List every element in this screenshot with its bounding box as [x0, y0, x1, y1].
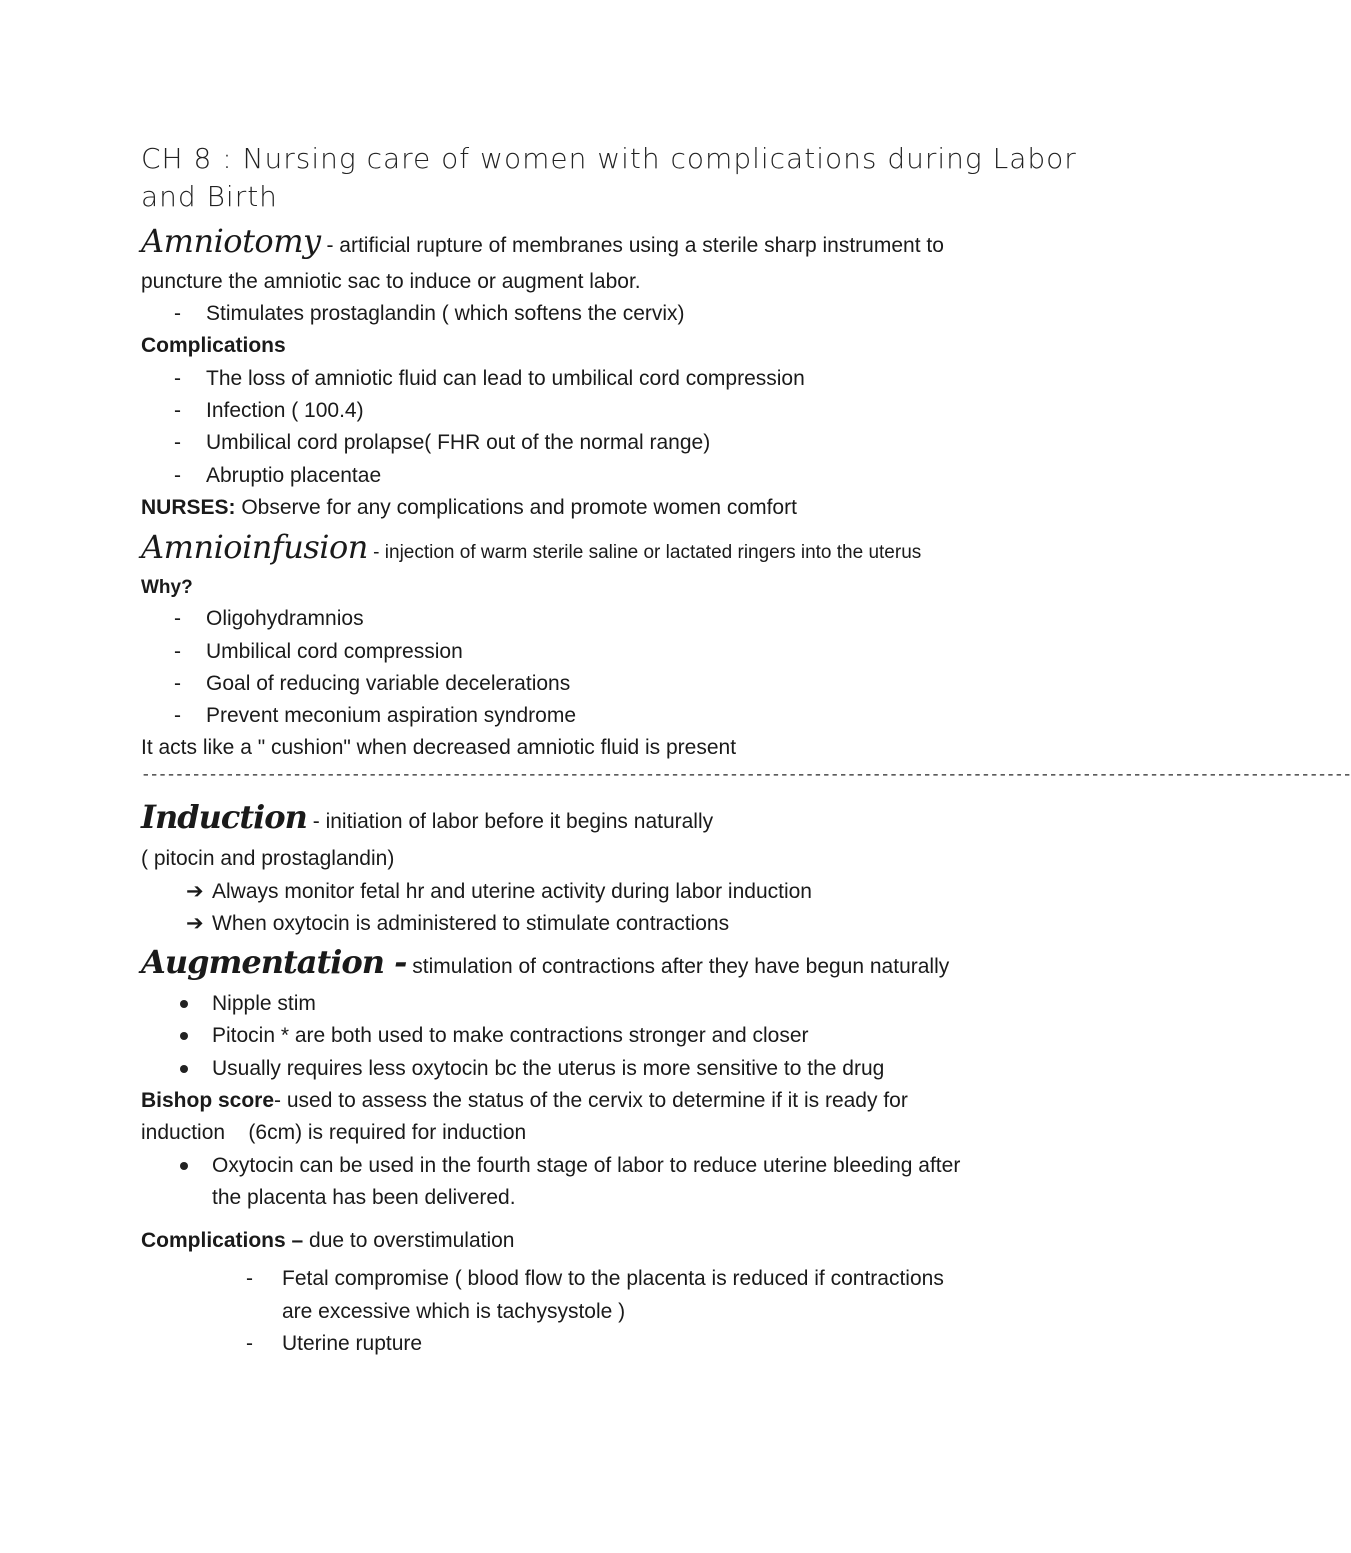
section-divider: ------------------------------------------------------------------------------------------------------------------------------------------------	[141, 766, 1351, 784]
list-item: - Abruptio placentae	[174, 464, 382, 487]
list-item-continuation: are excessive which is tachysystole )	[282, 1300, 626, 1323]
list-item: - Stimulates prostaglandin ( which softens the cervix)	[174, 302, 685, 325]
augmentation-term: Augmentation -	[141, 943, 407, 981]
complications-heading: Complications	[141, 334, 286, 357]
list-item: - Umbilical cord prolapse( FHR out of the normal range)	[174, 431, 711, 454]
list-item: Usually requires less oxytocin bc the uterus is more sensitive to the drug	[180, 1057, 884, 1081]
amnioinfusion-definition	[141, 528, 921, 566]
amniotomy-definition	[141, 222, 944, 260]
nurses-label: NURSES:	[141, 496, 236, 519]
amnioinfusion-term: Amnioinfusion	[141, 528, 368, 566]
induction-sub: ( pitocin and prostaglandin)	[141, 847, 395, 870]
bullet-dot-icon	[180, 1162, 188, 1170]
augmentation-definition	[141, 943, 949, 981]
amniotomy-term: Amniotomy	[141, 222, 321, 260]
amniotomy-def-line2: puncture the amniotic sac to induce or augment labor.	[141, 270, 641, 293]
list-item: - Goal of reducing variable decelerations	[174, 672, 571, 695]
list-item: Oxytocin can be used in the fourth stage of labor to reduce uterine bleeding after	[180, 1154, 960, 1178]
page-title: CH 8 : Nursing care of women with complications during Labor and Birth	[141, 142, 1077, 213]
augmentation-def: stimulation of contractions after they have begun naturally	[406, 955, 950, 978]
dash-marker: -	[174, 302, 181, 325]
complications-label: Complications	[141, 1229, 286, 1252]
list-item: ➔ Always monitor fetal hr and uterine activity during labor induction	[186, 880, 812, 903]
bullet-dot-icon	[180, 1032, 188, 1040]
list-item: - Infection ( 100.4)	[174, 399, 364, 422]
induction-def: - initiation of labor before it begins naturally	[306, 810, 714, 833]
amnioinfusion-def: - injection of warm sterile saline or lactated ringers into the uterus	[367, 542, 922, 563]
list-item: - Umbilical cord compression	[174, 640, 463, 663]
list-item: - The loss of amniotic fluid can lead to umbilical cord compression	[174, 367, 805, 390]
nurses-note	[141, 496, 797, 520]
amniotomy-def-line1: - artificial rupture of membranes using a sterile sharp instrument to	[320, 234, 944, 257]
arrow-icon: ➔	[186, 912, 204, 935]
nurses-text: Observe for any complications and promote women comfort	[235, 496, 797, 519]
arrow-icon: ➔	[186, 880, 204, 903]
complications-overstimulation: Complications – due to overstimulation	[141, 1229, 515, 1252]
list-item: - Oligohydramnios	[174, 607, 364, 630]
list-item: Nipple stim	[180, 992, 316, 1016]
cushion-note: It acts like a " cushion" when decreased amniotic fluid is present	[141, 736, 737, 759]
bishop-label: Bishop score	[141, 1089, 275, 1112]
list-item: - Fetal compromise ( blood flow to the placenta is reduced if contractions	[246, 1267, 944, 1290]
bishop-score-line1: Bishop score- used to assess the status of the cervix to determine if it is ready for	[141, 1089, 908, 1112]
list-item: ➔ When oxytocin is administered to stimulate contractions	[186, 912, 730, 935]
induction-definition	[141, 798, 713, 836]
bishop-score-line2: induction (6cm) is required for induction	[141, 1121, 527, 1144]
list-item-continuation: the placenta has been delivered.	[212, 1186, 516, 1209]
list-item: Pitocin * are both used to make contractions stronger and closer	[180, 1024, 809, 1048]
why-heading: Why?	[141, 577, 193, 598]
list-item: - Prevent meconium aspiration syndrome	[174, 704, 577, 727]
induction-term: Induction	[141, 798, 307, 836]
bullet-dot-icon	[180, 1000, 188, 1008]
list-item: - Uterine rupture	[246, 1332, 423, 1355]
bullet-dot-icon	[180, 1065, 188, 1073]
